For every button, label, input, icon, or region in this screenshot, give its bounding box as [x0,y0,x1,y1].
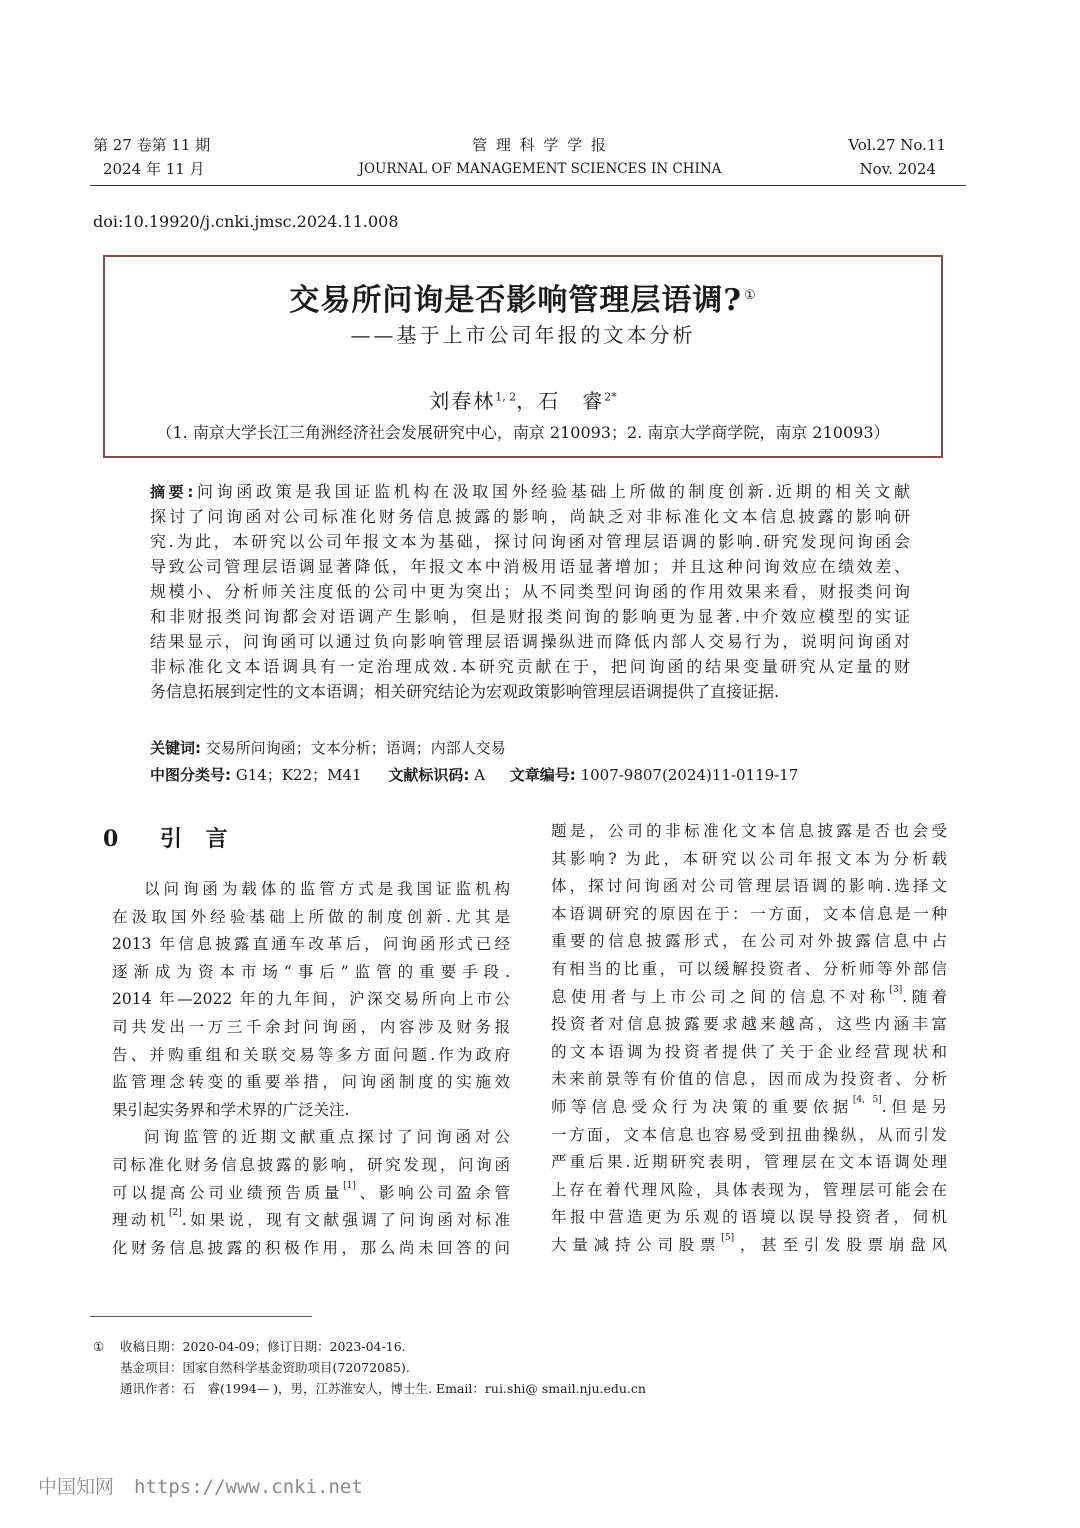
keywords-label: 关键词: [150,739,201,757]
footnote-fund: 基金项目：国家自然科学基金资助项目(72072085). [120,1360,410,1375]
clc-value: G14；K22；M41 [235,766,362,784]
section-number: 0 [103,826,127,852]
text-line: 理动机[2].如果说，现有文献强调了问询函对标准 [112,1208,510,1230]
citation-ref[interactable]: [2] [169,1208,182,1219]
text-line: 以问询函为载体的监管方式是我国证监机构 [144,880,510,898]
author-separator: ， [516,389,539,413]
text-line: 投资者对信息披露要求越来越高，这些内涵丰富 [551,1015,947,1034]
clc-label: 中图分类号: [150,766,231,784]
citation-ref[interactable]: [4, 5] [852,1094,882,1105]
abstract-line: 探讨了问询函对公司标准化财务信息披露的影响，尚缺乏对非标准化文本信息披露的影响研 [150,507,910,526]
title-footnote-marker[interactable]: ① [743,288,757,303]
header-rule [90,185,966,186]
text-line: 2014 年—2022 年的九年间，沪深交易所向上市公 [112,990,510,1009]
cnki-url[interactable]: https://www.cnki.net [134,1476,363,1498]
header-volume: 第 27 卷第 11 期 [93,136,211,154]
text-line: 体，探讨问询函对公司管理层语调的影响.选择文 [551,877,947,896]
article-subtitle: ——基于上市公司年报的文本分析 [350,323,696,347]
header-journal-en: JOURNAL OF MANAGEMENT SCIENCES IN CHINA [358,161,722,177]
cnki-brand: 中国知网 [38,1476,115,1498]
abstract-line: 非标准化文本语调具有一定治理成效.本研究贡献在于，把问询函的结果变量研究从定量的财 [150,657,910,676]
right-column [551,818,947,1260]
title-box [103,255,943,458]
author-2: 石 睿 [538,389,605,413]
classification [150,764,798,785]
text-line: 问询监管的近期文献重点探讨了问询函对公 [144,1128,510,1147]
doc-code-label: 文献标识码: [388,766,470,784]
abstract-line: 导致公司管理层语调显著降低，年报文本中消极用语显著增加；并且这种问询效应在绩效差、 [150,557,910,576]
text-line: 题是，公司的非标准化文本信息披露是否也会受 [551,822,947,840]
header-vol-en: Vol.27 No.11 [848,136,946,154]
text-line: 司标准化财务信息披露的影响，研究发现，问询函 [112,1155,510,1174]
abstract-line: 和非财报类问询都会对语调产生影响，但是财报类问询的影响更为显著.中介效应模型的实证 [150,607,910,626]
text-line: 未来前景等有价值的信息，因而成为投资者、分析 [551,1070,947,1089]
author-1: 刘春林 [429,389,496,413]
abstract-label: 摘要: [150,483,194,501]
article-title-text: 交易所问询是否影响管理层语调? [289,283,742,318]
header-date: 2024 年 11 月 [103,160,205,178]
section-title: 引 言 [159,826,236,852]
citation-ref[interactable]: [1] [343,1180,356,1191]
text-line: 2013 年信息披露直通车改革后，问询函形式已经 [112,935,510,954]
abstract-line: 务信息拓展到定性的文本语调；相关研究结论为宏观政策影响管理层语调提供了直接证据. [150,682,780,701]
footnote-corresponding: 通讯作者：石 睿(1994— )，男，江苏淮安人，博士生. Email：rui.shi@ smail.nju.edu.cn [120,1381,646,1396]
footnote-received: 收稿日期：2020-04-09；修订日期：2023-04-16. [120,1339,406,1354]
text-line: 司共发出一万三千余封问询函，内容涉及财务报 [112,1017,510,1036]
section-heading [103,822,236,853]
text-line: 逐渐成为资本市场“事后”监管的重要手段. [112,962,510,981]
text-line: 监管理念转变的重要举措，问询函制度的实施效 [112,1073,510,1092]
article-title [105,275,941,319]
text-line: 其影响? 为此，本研究以公司年报文本为分析载 [551,849,947,868]
left-column [112,876,510,1262]
text-line: 严重后果.近期研究表明，管理层在文本语调处理 [551,1153,947,1172]
text-line: 息使用者与上市公司之间的信息不对称[3].随着 [551,984,947,1006]
header-date-en: Nov. 2024 [859,160,936,178]
footnote-rule [90,1316,312,1317]
text-line: 在汲取国外经验基础上所做的制度创新.尤其是 [112,907,510,926]
article-number-value: 1007-9807(2024)11-0119-17 [580,766,799,784]
abstract-line: 结果显示，问询函可以通过负向影响管理层语调操纵进而降低内部人交易行为，说明问询函对 [150,632,910,651]
text-line: 有相当的比重，可以缓解投资者、分析师等外部信 [551,959,947,978]
text-line: 本语调研究的原因在于：一方面，文本信息是一种 [551,904,947,923]
text-line: 重要的信息披露形式，在公司对外披露信息中占 [551,932,947,951]
keywords [150,737,506,758]
text-line: 果引起实务界和学术界的广泛关注. [112,1100,350,1119]
text-line: 告、并购重组和关联交易等多方面问题.作为政府 [112,1045,510,1064]
text-line: 年报中营造更为乐观的语境以误导投资者，伺机 [551,1208,947,1227]
doc-code-value: A [474,766,485,784]
author-1-affil: 1, 2 [495,390,517,404]
text-line: 上存在着代理风险，具体表现为，管理层可能会在 [551,1180,947,1199]
citation-ref[interactable]: [3] [889,984,903,995]
abstract [150,479,910,704]
author-line [105,385,941,414]
abstract-line: 规模小、分析师关注度低的公司中更为突出；从不同类型问询函的作用效果来看，财报类问询 [150,582,910,601]
abstract-line: 究.为此，本研究以公司年报文本为基础，探讨问询函对管理层语调的影响.研究发现问询函会 [150,532,910,551]
footnote-marker: ① [93,1339,105,1354]
author-2-affil: 2* [604,390,617,404]
text-line: 一方面，文本信息也容易受到扭曲操纵，从而引发 [551,1125,947,1144]
article-number-label: 文章编号: [509,766,576,784]
affiliations: （1. 南京大学长江三角洲经济社会发展研究中心，南京 210093；2. 南京大学商学院，南京 210093） [156,423,890,442]
keywords-value: 交易所问询函；文本分析；语调；内部人交易 [205,739,506,757]
cnki-watermark [38,1472,363,1499]
text-line: 师等信息受众行为决策的重要依据[4, 5].但是另 [551,1094,947,1116]
header-journal-cn: 管 理 科 学 学 报 [472,136,608,154]
abstract-line: 摘要:问询函政策是我国证监机构在汲取国外经验基础上所做的制度创新.近期的相关文献 [150,482,910,501]
text-line: 可以提高公司业绩预告质量[1]、影响公司盈余管 [112,1180,510,1202]
text-line: 大量减持公司股票[5]，甚至引发股票崩盘风 [551,1232,947,1254]
doi: doi:10.19920/j.cnki.jmsc.2024.11.008 [93,212,399,231]
text-line: 化财务信息披露的积极作用，那么尚未回答的问 [112,1238,510,1257]
citation-ref[interactable]: [5] [721,1232,735,1243]
text-line: 的文本语调为投资者提供了关于企业经营现状和 [551,1042,947,1061]
